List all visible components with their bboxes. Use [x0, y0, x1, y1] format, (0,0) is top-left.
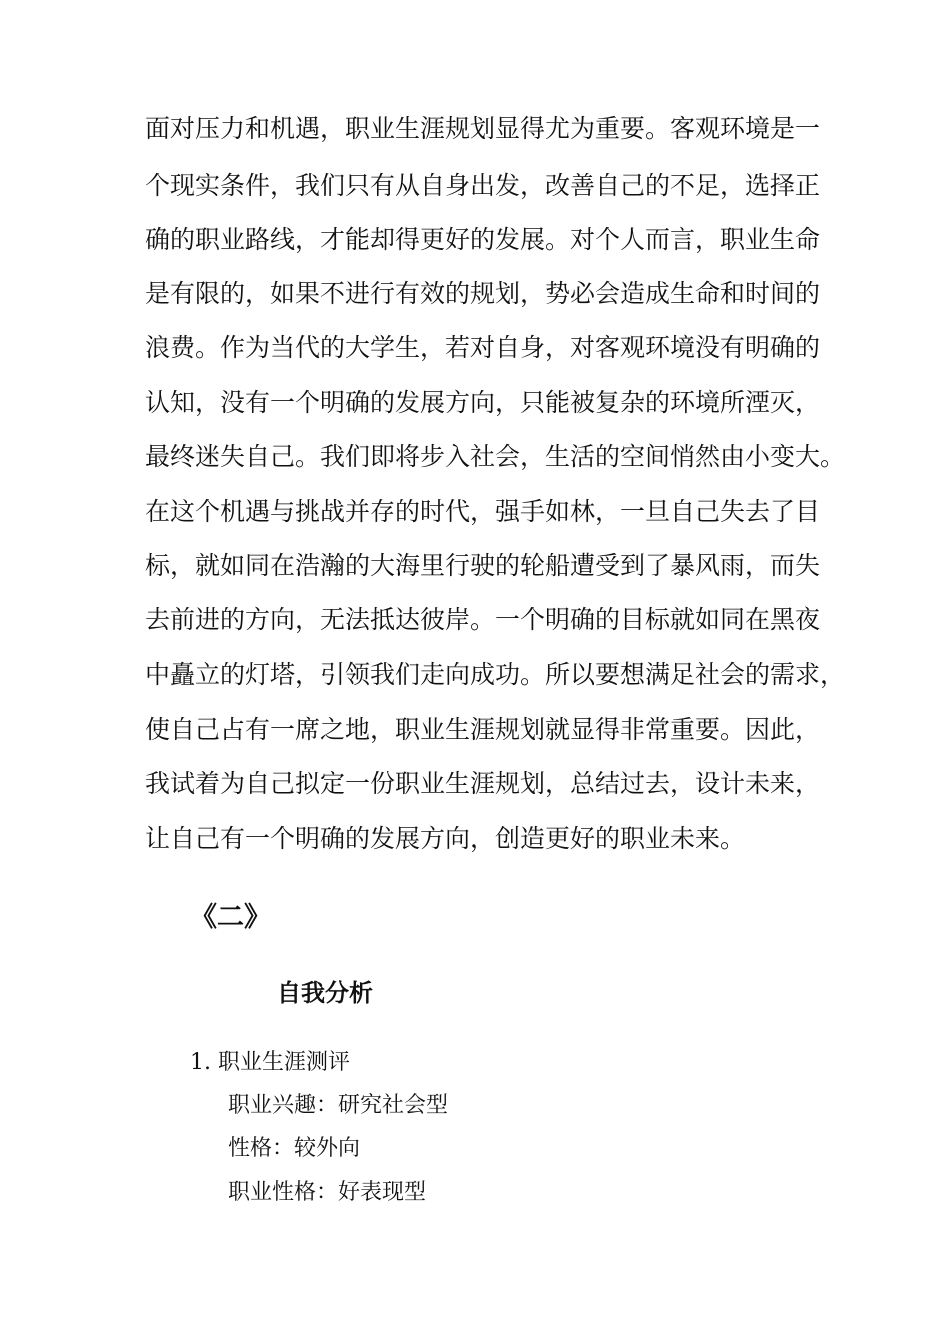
paragraph-line-12: 使自己占有一席之地，职业生涯规划就显得非常重要。因此， [145, 715, 821, 744]
paragraph-line-8: 在这个机遇与挑战并存的时代，强手如林，一旦自己失去了目 [145, 497, 821, 526]
paragraph-line-9: 标，就如同在浩瀚的大海里行驶的轮船遭受到了暴风雨，而失 [145, 551, 821, 580]
section-subtitle: 自我分析 [277, 978, 373, 1007]
paragraph-line-14: 让自己有一个明确的发展方向，创造更好的职业未来。 [145, 824, 746, 853]
list-detail-career-personality: 职业性格：好表现型 [228, 1180, 427, 1205]
paragraph-line-3: 确的职业路线，才能却得更好的发展。对个人而言，职业生命 [145, 225, 821, 254]
paragraph-line-4: 是有限的，如果不进行有效的规划，势必会造成生命和时间的 [145, 279, 821, 308]
list-detail-interest: 职业兴趣：研究社会型 [228, 1093, 449, 1118]
paragraph-line-2: 个现实条件，我们只有从自身出发，改善自己的不足，选择正 [145, 171, 821, 200]
paragraph-line-5: 浪费。作为当代的大学生，若对自身，对客观环境没有明确的 [145, 333, 821, 362]
paragraph-line-11: 中矗立的灯塔，引领我们走向成功。所以要想满足社会的需求， [145, 660, 846, 689]
paragraph-line-13: 我试着为自己拟定一份职业生涯规划，总结过去，设计未来， [145, 769, 821, 798]
paragraph-line-10: 去前进的方向，无法抵达彼岸。一个明确的目标就如同在黑夜 [145, 605, 821, 634]
paragraph-line-1: 面对压力和机遇，职业生涯规划显得尤为重要。客观环境是一 [145, 114, 821, 143]
section-title: 《二》 [190, 902, 271, 933]
paragraph-line-6: 认知，没有一个明确的发展方向，只能被复杂的环境所湮灭， [145, 388, 821, 417]
list-heading: 1. 职业生涯测评 [190, 1050, 350, 1075]
paragraph-line-7: 最终迷失自己。我们即将步入社会，生活的空间悄然由小变大。 [145, 442, 846, 471]
list-detail-personality: 性格：较外向 [228, 1136, 361, 1161]
